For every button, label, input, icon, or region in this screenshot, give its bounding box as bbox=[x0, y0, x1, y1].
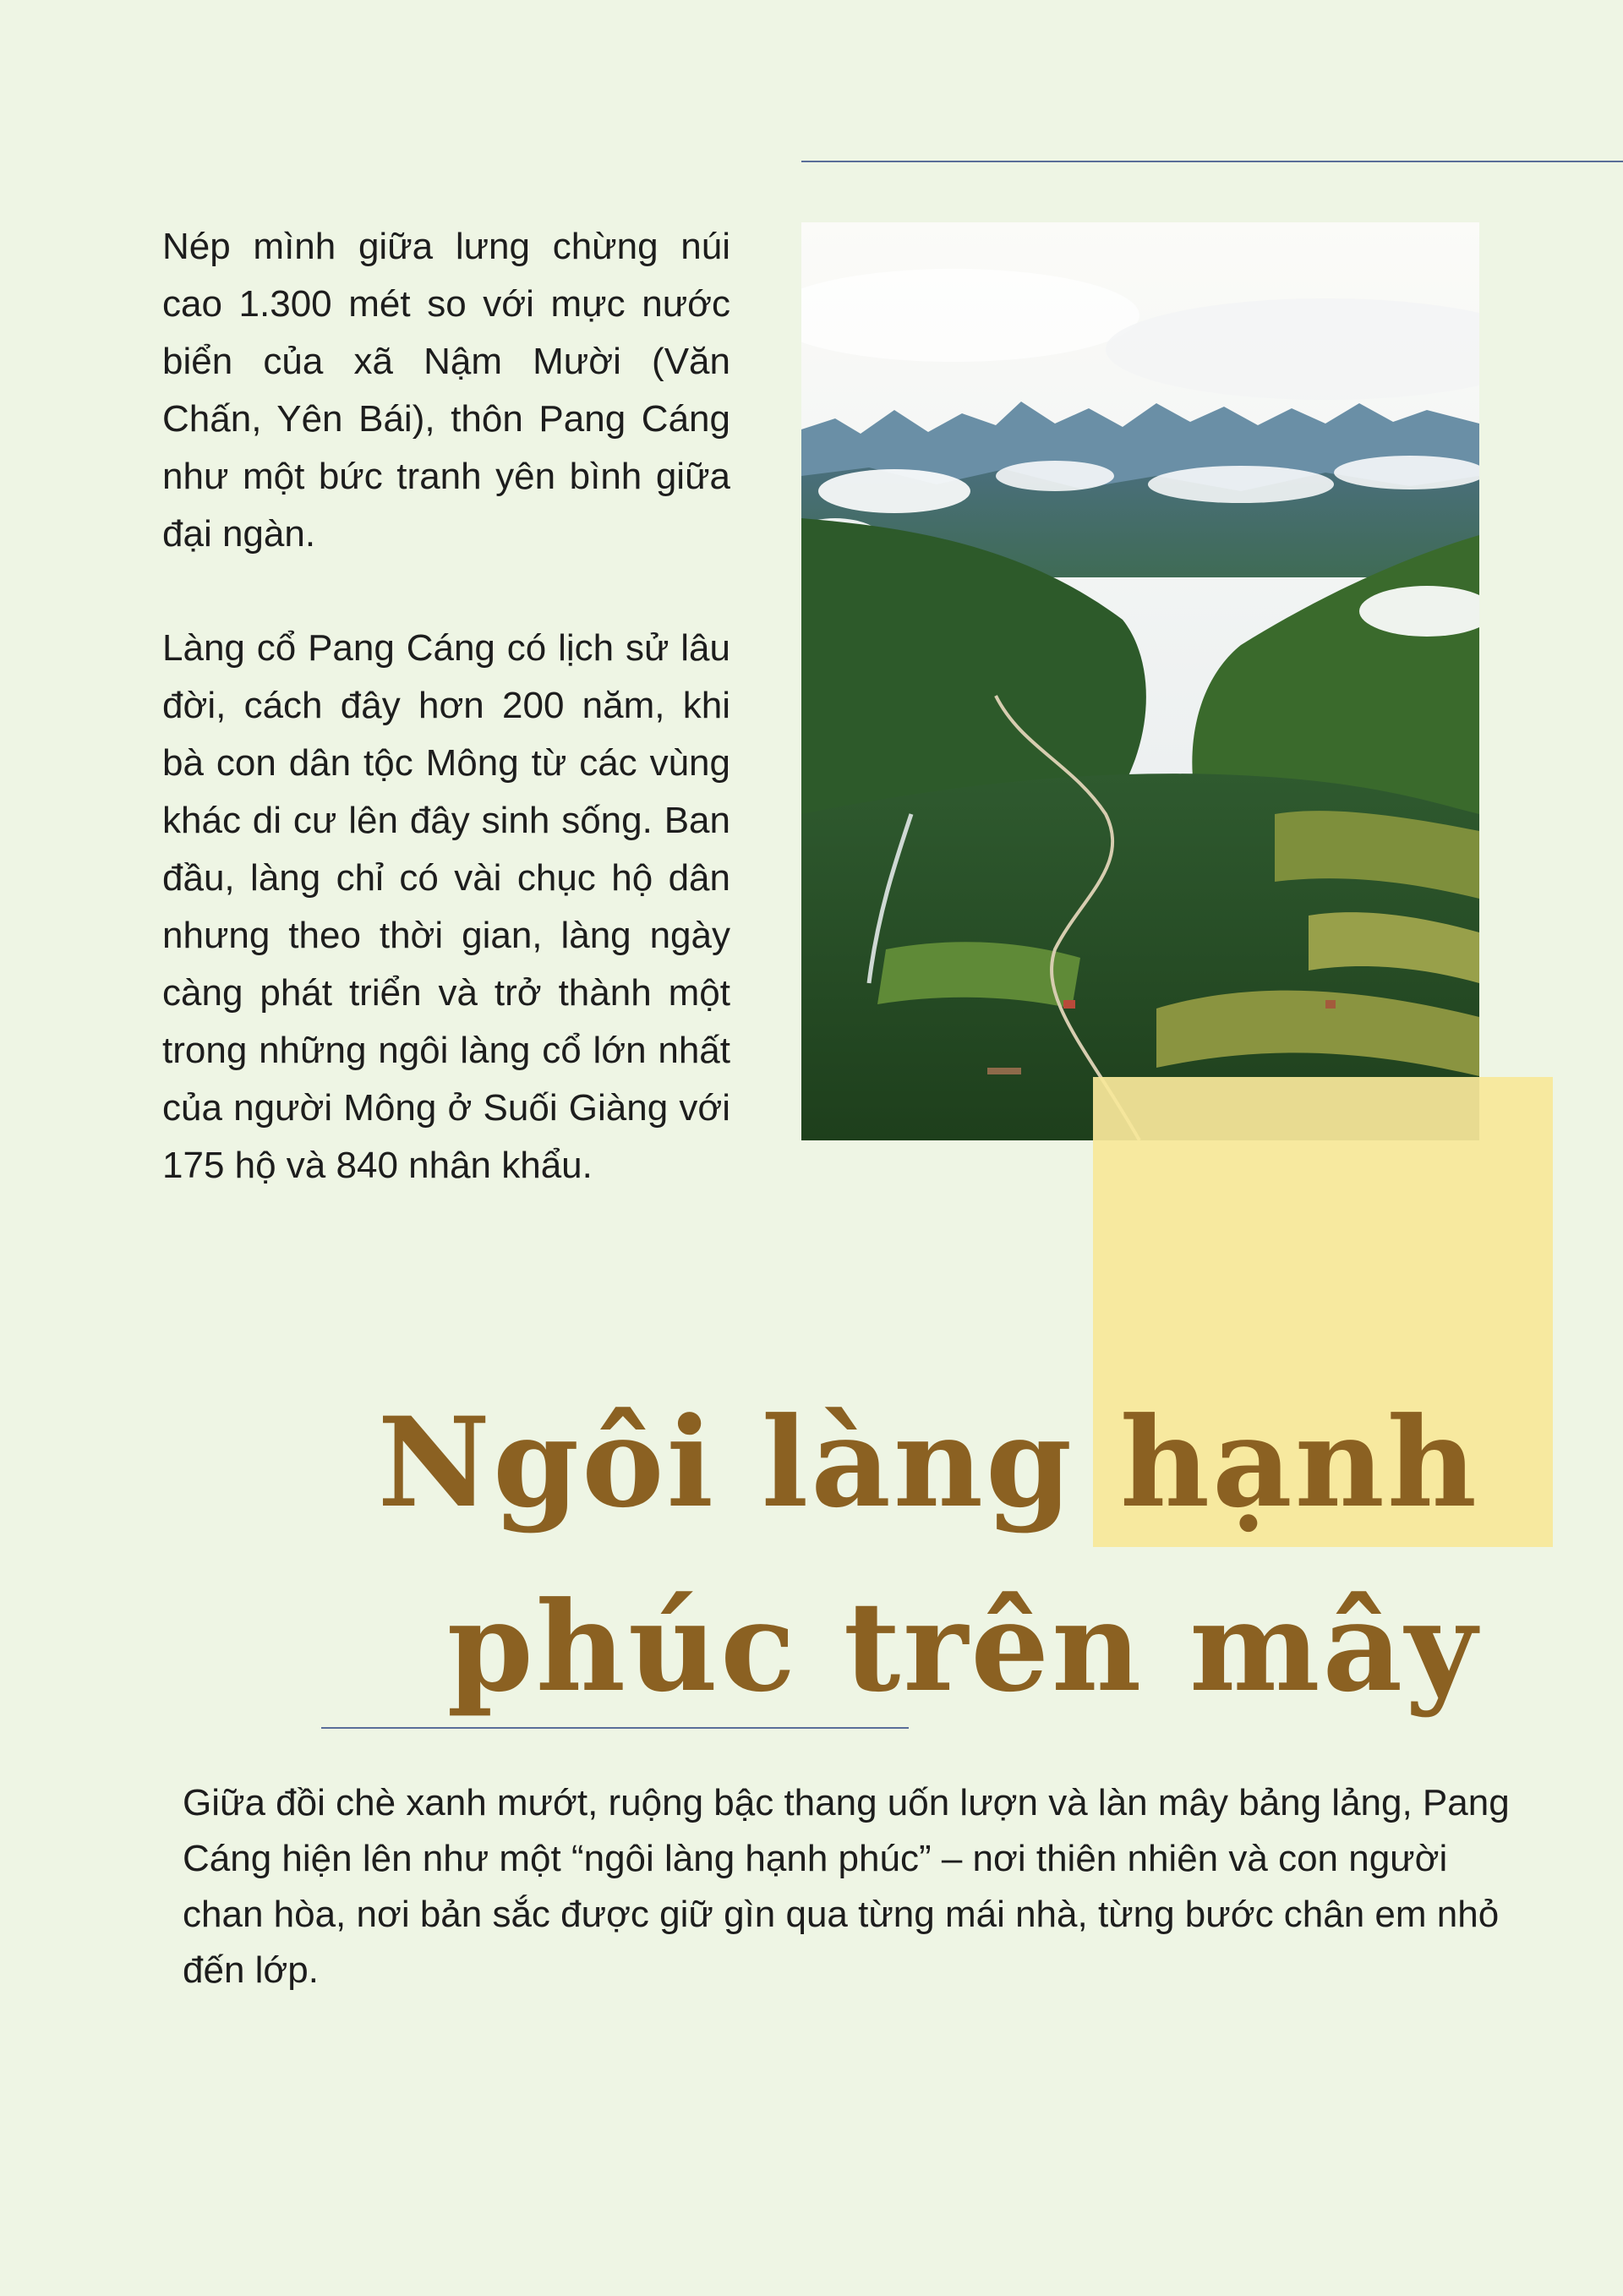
page-title bbox=[321, 1371, 1479, 1740]
intro-paragraph-1: Nép mình giữa lưng chừng núi cao 1.300 mét so với mực nước biển của xã Nậm Mười (Văn Chấn, Yên Bái), thôn Pang Cáng như một bức tranh yên bình giữa đại ngàn. bbox=[162, 226, 730, 555]
mountain-valley-photo bbox=[801, 222, 1479, 1140]
title-line-2: phúc trên mây bbox=[446, 1575, 1479, 1719]
summary-paragraph: Giữa đồi chè xanh mướt, ruộng bậc thang uốn lượn và làn mây bảng lảng, Pang Cáng hiện lên như một “ngôi làng hạnh phúc” – nơi thiên nhiên và con người chan hòa, nơi bản sắc được giữ gìn qua từng mái nhà, từng bước chân em nhỏ đến lớp. bbox=[183, 1782, 1510, 1991]
top-divider bbox=[801, 161, 1623, 162]
title-line-1: Ngôi làng hạnh bbox=[377, 1391, 1479, 1535]
intro-paragraph-2: Làng cổ Pang Cáng có lịch sử lâu đời, cách đây hơn 200 năm, khi bà con dân tộc Mông từ các vùng khác di cư lên đây sinh sống. Ban đầu, làng chỉ có vài chục hộ dân nhưng theo thời gian, làng ngày càng phát triển và trở thành một trong những ngôi làng cổ lớn nhất của người Mông ở Suối Giàng với 175 hộ và 840 nhân khẩu. bbox=[162, 627, 730, 1186]
title-underline bbox=[321, 1727, 909, 1729]
intro-text bbox=[162, 218, 730, 1251]
landscape-illustration bbox=[801, 222, 1479, 1140]
